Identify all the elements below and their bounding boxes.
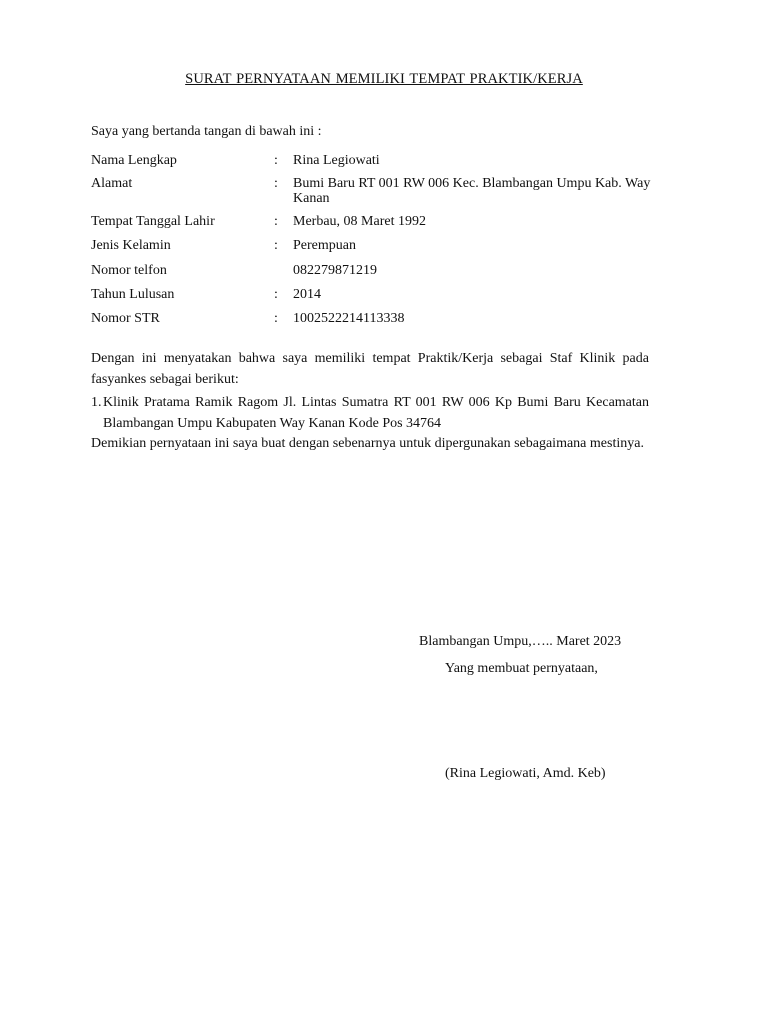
field-label: Nomor telfon <box>91 263 167 278</box>
field-label: Tahun Lulusan <box>91 287 175 302</box>
document-title: SURAT PERNYATAAN MEMILIKI TEMPAT PRAKTIK/KERJA <box>185 71 583 87</box>
field-value: Rina Legiowati <box>293 153 380 168</box>
field-colon: : <box>274 238 278 253</box>
field-colon: : <box>274 287 278 302</box>
signature-name: (Rina Legiowati, Amd. Keb) <box>445 766 606 781</box>
field-label: Nomor STR <box>91 311 160 326</box>
field-value: Bumi Baru RT 001 RW 006 Kec. Blambangan Umpu Kab. Way Kanan <box>293 176 651 206</box>
field-label: Jenis Kelamin <box>91 238 171 253</box>
field-colon: : <box>274 311 278 326</box>
field-colon: : <box>274 214 278 229</box>
field-label: Tempat Tanggal Lahir <box>91 214 215 229</box>
field-value: 082279871219 <box>293 263 377 278</box>
statement-paragraph: Dengan ini menyatakan bahwa saya memiliki tempat Praktik/Kerja sebagai Staf Klinik pada fasyankes sebagai berikut: <box>91 351 649 387</box>
signature-role: Yang membuat pernyataan, <box>445 661 598 676</box>
list-item-number: 1. <box>91 395 102 410</box>
intro-text: Saya yang bertanda tangan di bawah ini : <box>91 124 322 139</box>
field-value: Perempuan <box>293 238 356 253</box>
field-colon: : <box>274 176 278 191</box>
field-label: Alamat <box>91 176 133 191</box>
field-value: 2014 <box>293 287 321 302</box>
closing-paragraph: Demikian pernyataan ini saya buat dengan sebenarnya untuk dipergunakan sebagaimana mestinya. <box>91 436 644 451</box>
field-label: Nama Lengkap <box>91 153 177 168</box>
list-item <box>91 392 649 434</box>
signature-place-date: Blambangan Umpu,….. Maret 2023 <box>419 634 622 649</box>
field-value: 1002522214113338 <box>293 311 405 326</box>
field-value: Merbau, 08 Maret 1992 <box>293 214 426 229</box>
list-item-text: Klinik Pratama Ramik Ragom Jl. Lintas Sumatra RT 001 RW 006 Kp Bumi Baru Kecamatan Blambangan Umpu Kabupaten Way Kanan Kode Pos 34764 <box>103 395 649 431</box>
field-colon: : <box>274 153 278 168</box>
